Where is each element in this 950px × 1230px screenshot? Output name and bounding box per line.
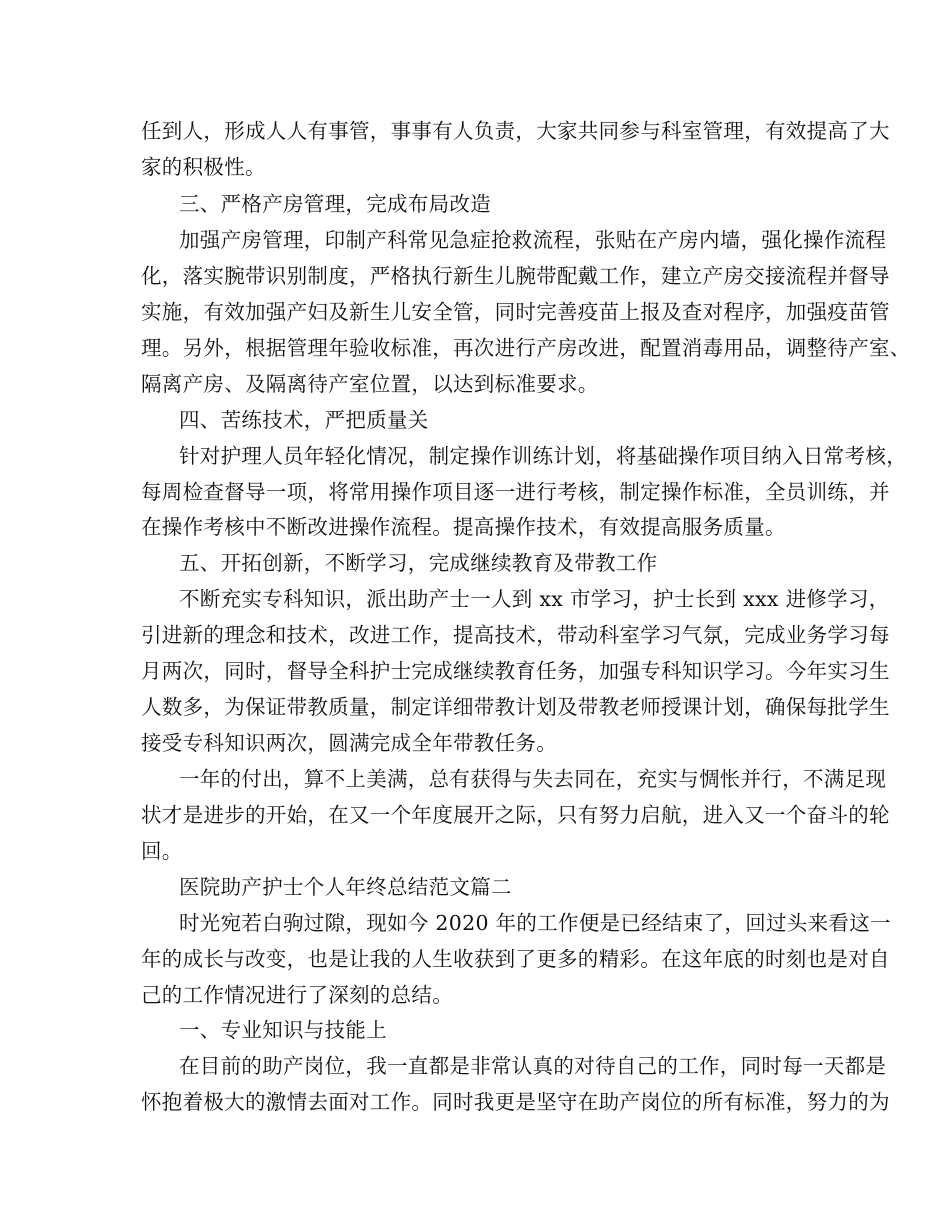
text-line: 理。另外，根据管理年验收标准，再次进行产房改进，配置消毒用品，调整待产室、 [141, 336, 911, 360]
text-line: 隔离产房、及隔离待产室位置，以达到标准要求。 [141, 372, 599, 396]
text-line: 任到人，形成人人有事管，事事有人负责，大家共同参与科室管理，有效提高了大 [141, 119, 890, 143]
text-line: 化，落实腕带识别制度，严格执行新生儿腕带配戴工作，建立产房交接流程并督导 [141, 264, 890, 288]
text-line: 怀抱着极大的激情去面对工作。同时我更是坚守在助产岗位的所有标准，努力的为 [141, 1090, 890, 1114]
section-heading: 三、严格产房管理，完成布局改造 [179, 192, 491, 216]
text-line: 实施，有效加强产妇及新生儿安全管，同时完善疫苗上报及查对程序，加强疫苗管 [141, 300, 890, 324]
text-line: 不断充实专科知识，派出助产士一人到 xx 市学习，护士长到 xxx 进修学习， [179, 587, 890, 611]
section-heading: 四、苦练技术，严把质量关 [179, 408, 429, 432]
text-line: 在操作考核中不断改进操作流程。提高操作技术，有效提高服务质量。 [141, 515, 786, 539]
text-line: 加强产房管理，印制产科常见急症抢救流程，张贴在产房内墙，强化操作流程 [179, 228, 887, 252]
text-line: 接受专科知识两次，圆满完成全年带教任务。 [141, 731, 557, 755]
text-line: 每周检查督导一项，将常用操作项目逐一进行考核，制定操作标准，全员训练，并 [141, 480, 890, 504]
section-heading: 五、开拓创新，不断学习，完成继续教育及带教工作 [179, 551, 658, 575]
text-line: 回。 [141, 839, 183, 863]
text-line: 年的成长与改变，也是让我的人生收获到了更多的精彩。在这年底的时刻也是对自 [141, 947, 890, 971]
text-line: 针对护理人员年轻化情况，制定操作训练计划，将基础操作项目纳入日常考核， [179, 444, 907, 468]
text-line: 在目前的助产岗位，我一直都是非常认真的对待自己的工作，同时每一天都是 [179, 1054, 887, 1078]
article-title: 医院助产护士个人年终总结范文篇二 [179, 875, 512, 899]
text-line: 家的积极性。 [141, 155, 266, 179]
section-heading: 一、专业知识与技能上 [179, 1018, 387, 1042]
text-line: 月两次，同时，督导全科护士完成继续教育任务，加强专科知识学习。今年实习生 [141, 659, 890, 683]
text-line: 己的工作情况进行了深刻的总结。 [141, 983, 453, 1007]
text-line: 时光宛若白驹过隙，现如今 2020 年的工作便是已经结束了，回过头来看这一 [179, 911, 891, 935]
text-line: 引进新的理念和技术，改进工作，提高技术，带动科室学习气氛，完成业务学习每 [141, 623, 890, 647]
text-line: 状才是进步的开始，在又一个年度展开之际，只有努力启航，进入又一个奋斗的轮 [141, 803, 890, 827]
text-line: 一年的付出，算不上美满，总有获得与失去同在，充实与惆怅并行，不满足现 [179, 767, 887, 791]
text-line: 人数多，为保证带教质量，制定详细带教计划及带教老师授课计划，确保每批学生 [141, 695, 890, 719]
